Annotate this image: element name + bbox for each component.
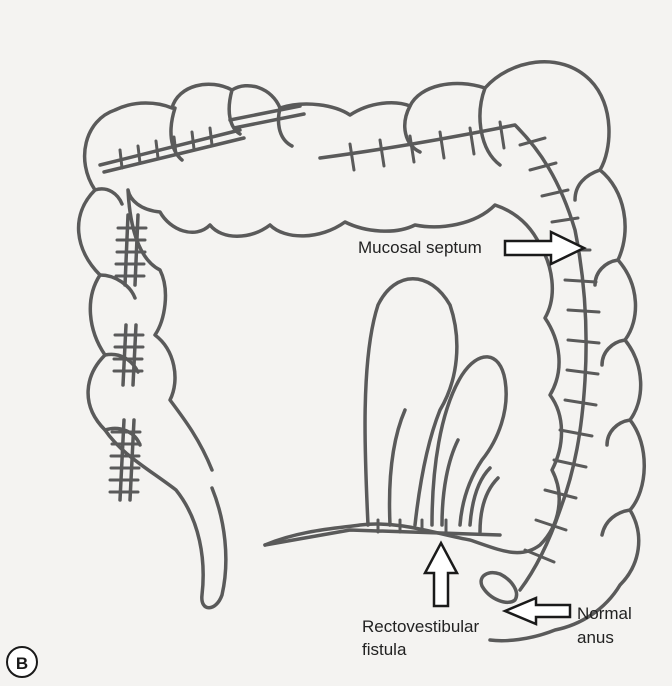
panel-label-badge: B xyxy=(6,646,38,678)
rectovestibular-fistula-label-line2: fistula xyxy=(362,640,407,659)
mucosal-septum-arrow xyxy=(505,232,584,264)
anus-oval xyxy=(481,573,516,603)
colon-inner-outline xyxy=(128,190,562,553)
rectovestibular-fistula-label-line1: Rectovestibular xyxy=(362,617,480,636)
mucosal-septum-label: Mucosal septum xyxy=(358,238,482,257)
normal-anus-label-line1: Normal xyxy=(577,604,632,623)
normal-anus-label-line2: anus xyxy=(577,628,614,647)
rectovestibular-fistula-arrow xyxy=(425,543,457,606)
